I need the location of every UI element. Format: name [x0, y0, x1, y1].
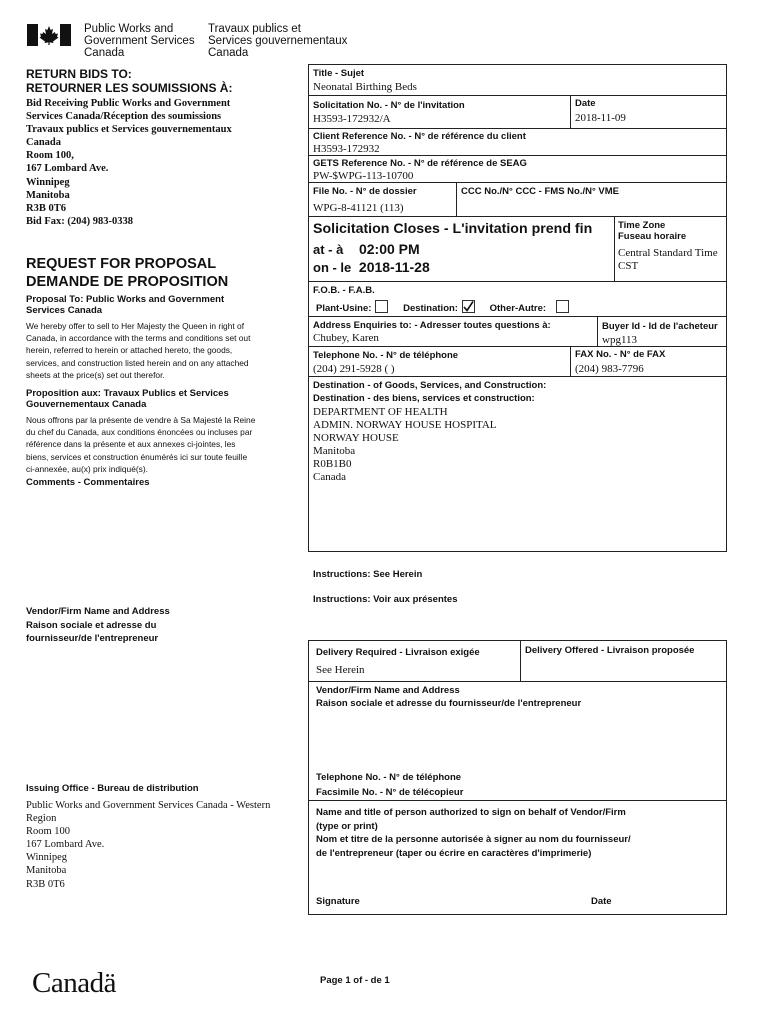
title-label: Title - Sujet — [313, 68, 365, 79]
issuing-office-label: Issuing Office - Bureau de distribution — [26, 783, 199, 794]
time-zone-value — [618, 247, 718, 273]
vendor-label-line: Raison sociale et adresse du — [26, 619, 157, 631]
proposal-to-label: Proposal To: Public Works and Government Services Canada — [26, 294, 225, 316]
time-zone-label-fr: Fuseau horaire — [618, 231, 687, 242]
destination-line: DEPARTMENT OF HEALTH — [313, 406, 448, 418]
divider — [570, 95, 571, 128]
authorized-line: Nom et titre de la personne autorisée à signer au nom du fournisseur/ — [316, 834, 631, 845]
authorized-person-label — [316, 806, 631, 860]
checkmark-icon — [462, 300, 475, 313]
time-zone-code: CST — [618, 260, 639, 272]
issuing-line: Winnipeg — [26, 852, 67, 864]
divider — [570, 346, 571, 376]
dept-en-line: Government Services — [84, 35, 195, 47]
issuing-office-address — [26, 799, 270, 891]
proposition-text: Nous offrons par la présente de vendre à Sa Majesté la Reine du chef du Canada, aux conditions énoncées ou incluses par référence dans la présente et aux annexes ci-jointes, les biens, services et construction énumérés ici sur toute feuille ci-annexée, au(x) prix indiqué(s). — [26, 415, 256, 474]
issuing-line: R3B 0T6 — [26, 878, 65, 890]
divider — [308, 376, 727, 377]
bid-fax-line: Bid Fax: (204) 983-0338 — [26, 215, 134, 227]
destination-line: NORWAY HOUSE — [313, 432, 399, 444]
address-line: 167 Lombard Ave. — [26, 163, 109, 175]
fax-label: FAX No. - N° de FAX — [575, 349, 666, 360]
telephone-label: Telephone No. - N° de téléphone — [313, 350, 459, 361]
closing-date-row — [313, 259, 430, 276]
delivery-required-label: Delivery Required - Livraison exigée — [316, 647, 480, 658]
issuing-line: Room 100 — [26, 826, 71, 838]
plant-checkbox[interactable] — [375, 300, 388, 313]
dept-en-line: Public Works and — [84, 23, 174, 35]
divider — [308, 128, 727, 129]
date-label: Date — [575, 98, 596, 109]
destination-label-en: Destination - of Goods, Services, and Construction: — [313, 380, 547, 391]
dept-fr-line: Canada — [208, 47, 249, 59]
proposal-to-text: We hereby offer to sell to Her Majesty the Queen in right of Canada, in accordance with the terms and conditions set out herein, referred to herein or attached hereto, the goods, services, and construction listed herein and on any attached sheets at the price(s) set out therefor. — [26, 321, 251, 380]
vendor-firm-label — [316, 685, 581, 709]
divider — [308, 681, 727, 682]
destination-checkbox[interactable] — [462, 300, 475, 313]
buyer-id-label: Buyer Id - Id de l'acheteur — [602, 321, 718, 332]
return-bids-heading — [26, 67, 232, 95]
address-line: Manitoba — [26, 189, 70, 201]
time-zone-label — [618, 220, 686, 242]
vendor-telephone-label: Telephone No. - N° de téléphone — [316, 772, 462, 783]
on-label: on - le — [313, 260, 352, 275]
destination-address — [313, 406, 496, 484]
fob-options-row — [316, 300, 569, 314]
canada-wordmark: Canadä — [32, 967, 116, 999]
vendor-facsimile-label: Facsimile No. - N° de télécopieur — [316, 787, 464, 798]
instructions-fr: Instructions: Voir aux présentes — [313, 594, 458, 605]
vendor-label-fr: Raison sociale et adresse du fournisseur/de l'entrepreneur — [316, 698, 582, 709]
divider — [308, 95, 727, 96]
department-name-fr — [208, 23, 347, 59]
divider — [308, 346, 727, 347]
proposition-label: Proposition aux: Travaux Publics et Services Gouvernementaux Canada — [26, 388, 229, 410]
enquiries-label: Address Enquiries to: - Adresser toutes questions à: — [313, 320, 551, 331]
client-reference-value: H3593-172932 — [313, 143, 380, 155]
vendor-label-en: Vendor/Firm Name and Address — [316, 685, 460, 696]
enquiries-value: Chubey, Karen — [313, 332, 379, 344]
divider — [520, 640, 521, 681]
delivery-offered-label: Delivery Offered - Livraison proposée — [525, 645, 695, 656]
solicitation-no-value: H3593-172932/A — [313, 113, 391, 125]
destination-line: ADMIN. NORWAY HOUSE HOSPITAL — [313, 419, 497, 431]
signature-label: Signature — [316, 896, 360, 907]
address-line: Bid Receiving Public Works and Government — [26, 98, 231, 109]
dept-fr-line: Services gouvernementaux — [208, 35, 348, 47]
file-no-label: File No. - N° de dossier — [313, 186, 417, 197]
destination-line: R0B1B0 — [313, 458, 352, 470]
telephone-value: (204) 291-5928 ( ) — [313, 363, 395, 375]
maple-leaf-icon — [27, 24, 71, 46]
return-bids-title-en: RETURN BIDS TO: — [26, 67, 132, 81]
divider — [597, 316, 598, 346]
delivery-required-value: See Herein — [316, 664, 365, 676]
destination-label-fr: Destination - des biens, services et construction: — [313, 393, 535, 404]
return-bids-address — [26, 97, 232, 228]
dept-fr-line: Travaux publics et — [208, 23, 301, 35]
vendor-firm-label-left — [26, 605, 170, 646]
destination-option-label: Destination: — [403, 303, 458, 314]
rfp-title-en: REQUEST FOR PROPOSAL — [26, 256, 217, 272]
signature-date-label: Date — [591, 896, 612, 907]
buyer-id-value: wpg113 — [602, 334, 638, 346]
time-zone-name: Central Standard Time — [618, 247, 718, 259]
ccc-no-label: CCC No./N° CCC - FMS No./N° VME — [461, 186, 620, 197]
at-label: at - à — [313, 242, 344, 257]
rfp-title-fr: DEMANDE DE PROPOSITION — [26, 274, 229, 290]
gets-reference-label: GETS Reference No. - N° de référence de SEAG — [313, 158, 527, 169]
rfp-heading — [26, 255, 228, 291]
client-reference-label: Client Reference No. - N° de référence du client — [313, 131, 526, 142]
address-line: Travaux publics et Services gouvernementaux — [26, 124, 232, 136]
file-no-value: WPG-8-41121 (113) — [313, 202, 404, 214]
dept-en-line: Canada — [84, 47, 125, 59]
destination-line: Canada — [313, 471, 346, 483]
address-line: Canada — [26, 137, 62, 149]
divider — [308, 216, 727, 217]
return-bids-title-fr: RETOURNER LES SOUMISSIONS À: — [26, 81, 233, 95]
vendor-label-line: Vendor/Firm Name and Address — [26, 606, 170, 617]
divider — [614, 216, 615, 281]
instructions-en: Instructions: See Herein — [313, 569, 423, 580]
comments-label: Comments - Commentaires — [26, 477, 150, 488]
divider — [308, 281, 727, 282]
issuing-line: 167 Lombard Ave. — [26, 839, 105, 851]
closing-time-row — [313, 241, 420, 258]
closing-time-value: 02:00 PM — [358, 241, 420, 257]
title-value: Neonatal Birthing Beds — [313, 81, 417, 93]
address-line: Winnipeg — [26, 176, 70, 188]
solicitation-closes-label: Solicitation Closes - L'invitation prend fin — [313, 221, 593, 237]
vendor-label-line: fournisseur/de l'entrepreneur — [26, 633, 159, 644]
other-checkbox[interactable] — [556, 300, 569, 313]
destination-goods-label — [313, 380, 546, 404]
page-number: Page 1 of - de 1 — [320, 975, 390, 986]
address-line: Room 100, — [26, 150, 74, 162]
department-name-en — [84, 23, 195, 59]
issuing-line: Manitoba — [26, 865, 67, 877]
destination-line: Manitoba — [313, 445, 356, 457]
fax-value: (204) 983-7796 — [575, 363, 644, 375]
address-line: Services Canada/Réception des soumissions — [26, 111, 222, 123]
gets-reference-value: PW-$WPG-113-10700 — [313, 170, 414, 182]
issuing-line: Public Works and Government Services Canada - Western — [26, 800, 271, 811]
other-label: Other-Autre: — [489, 303, 547, 314]
authorized-line: (type or print) — [316, 820, 378, 832]
authorized-line: Name and title of person authorized to sign on behalf of Vendor/Firm — [316, 807, 626, 818]
closing-date-value: 2018-11-28 — [358, 259, 430, 275]
address-line: R3B 0T6 — [26, 202, 66, 214]
solicitation-no-label: Solicitation No. - N° de l'invitation — [313, 100, 465, 111]
plant-label: Plant-Usine: — [316, 303, 372, 314]
government-flag-logo — [27, 24, 71, 46]
divider — [456, 182, 457, 216]
fob-label: F.O.B. - F.A.B. — [313, 285, 375, 296]
date-value: 2018-11-09 — [575, 112, 626, 124]
divider — [308, 316, 727, 317]
divider — [308, 800, 727, 801]
issuing-line: Region — [26, 813, 57, 825]
authorized-line: de l'entrepreneur (taper ou écrire en caractères d'imprimerie) — [316, 847, 592, 859]
time-zone-label-en: Time Zone — [618, 220, 666, 231]
